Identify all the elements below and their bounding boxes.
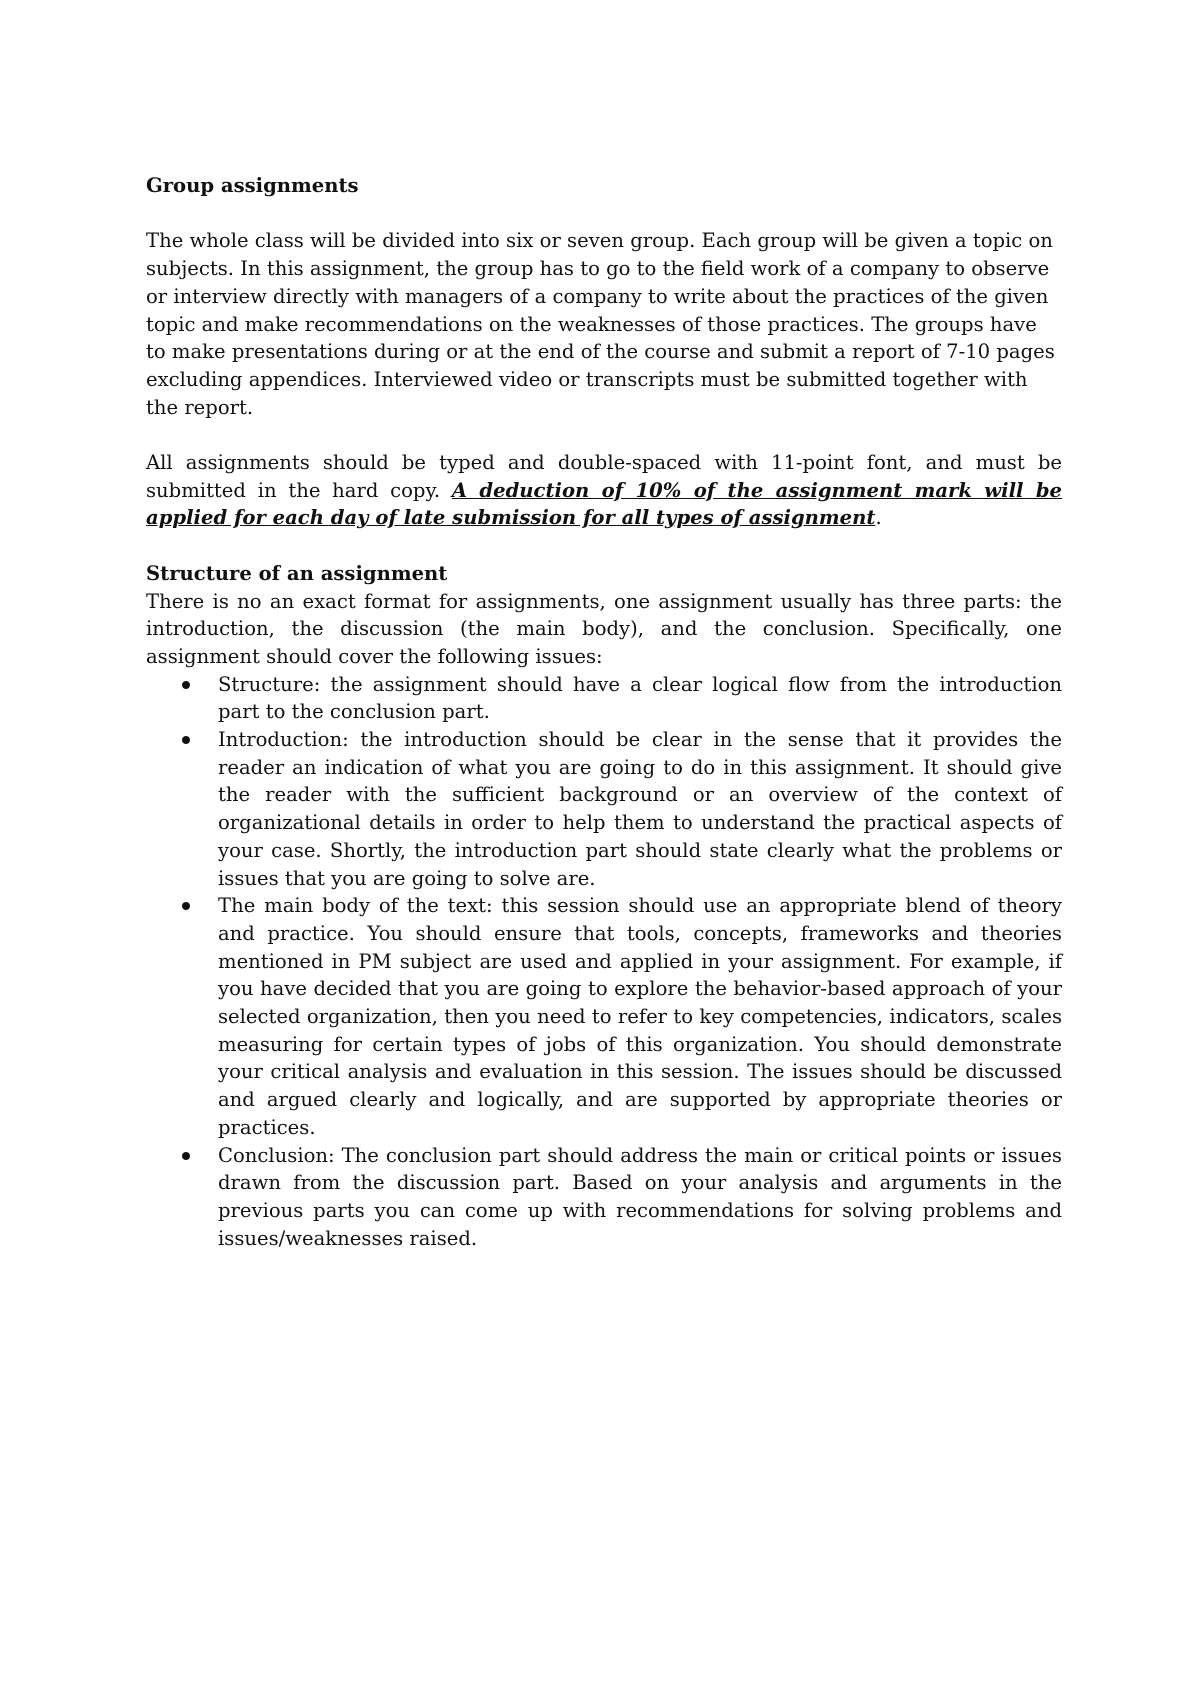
list-item — [146, 726, 1062, 892]
spacer — [146, 532, 1062, 560]
format-note-end: . — [875, 506, 882, 530]
spacer — [146, 200, 1062, 228]
document-body — [146, 172, 1062, 1252]
list-item-text: Conclusion: The conclusion part should address the main or critical points or issues drawn from the discussion part. Based on your analysis and arguments in the previous parts you can come up with recommendations for solving problems and issues/weaknesses raised. — [218, 1143, 1062, 1250]
spacer — [146, 421, 1062, 449]
format-note-text: All assignments should be typed and double-spaced with 11-point font, and must be submitted in the hard copy. — [146, 451, 1062, 502]
bullet-icon — [182, 1152, 190, 1160]
list-item — [146, 1142, 1062, 1253]
late-submission-penalty: A deduction of 10% of the assignment mark will be applied for each day of late submission for all types of assignment — [146, 478, 1062, 530]
format-note-paragraph — [146, 449, 1062, 532]
issues-list — [146, 671, 1062, 1253]
list-item — [146, 671, 1062, 726]
bullet-icon — [182, 736, 190, 744]
group-assignments-heading: Group assignments — [146, 174, 359, 197]
list-item-text: The main body of the text: this session should use an appropriate blend of theory and practice. You should ensure that tools, concepts, frameworks and theories mentioned in PM subject are used and applied in your assignment. For example, if you have decided that you are going to explore the behavior-based approach of your selected organization, then you need to refer to key competencies, indicators, scales measuring for certain types of jobs of this organization. You should demonstrate your critical analysis and evaluation in this session. The issues should be discussed and argued clearly and logically, and are supported by appropriate theories or practices. — [218, 894, 1062, 1139]
structure-heading: Structure of an assignment — [146, 561, 448, 585]
list-item-text: Structure: the assignment should have a clear logical flow from the introduction part to the conclusion part. — [218, 672, 1062, 724]
list-item — [146, 892, 1062, 1141]
list-item-text: Introduction: the introduction should be clear in the sense that it provides the reader an indication of what you are going to do in this assignment. It should give the reader with the sufficient background or an overview of the context of organizational details in order to help them to understand the practical aspects of your case. Shortly, the introduction part should state clearly what the problems or issues that you are going to solve are. — [218, 728, 1062, 890]
bullet-icon — [182, 902, 190, 910]
group-assignments-paragraph: The whole class will be divided into six or seven group. Each group will be given a topic on subjects. In this assignment, the group has to go to the field work of a company to observe or interview directly with managers of a company to write about the practices of the given topic and make recommendations on the weaknesses of those practices. The groups have to make presentations during or at the end of the course and submit a report of 7-10 pages excluding appendices. Interviewed video or transcripts must be submitted together with the report. — [146, 229, 1055, 419]
bullet-icon — [182, 681, 190, 689]
structure-intro: There is no an exact format for assignments, one assignment usually has three parts: the introduction, the discussion (the main body), and the conclusion. Specifically, one assignment should cover the following issues: — [146, 589, 1062, 668]
